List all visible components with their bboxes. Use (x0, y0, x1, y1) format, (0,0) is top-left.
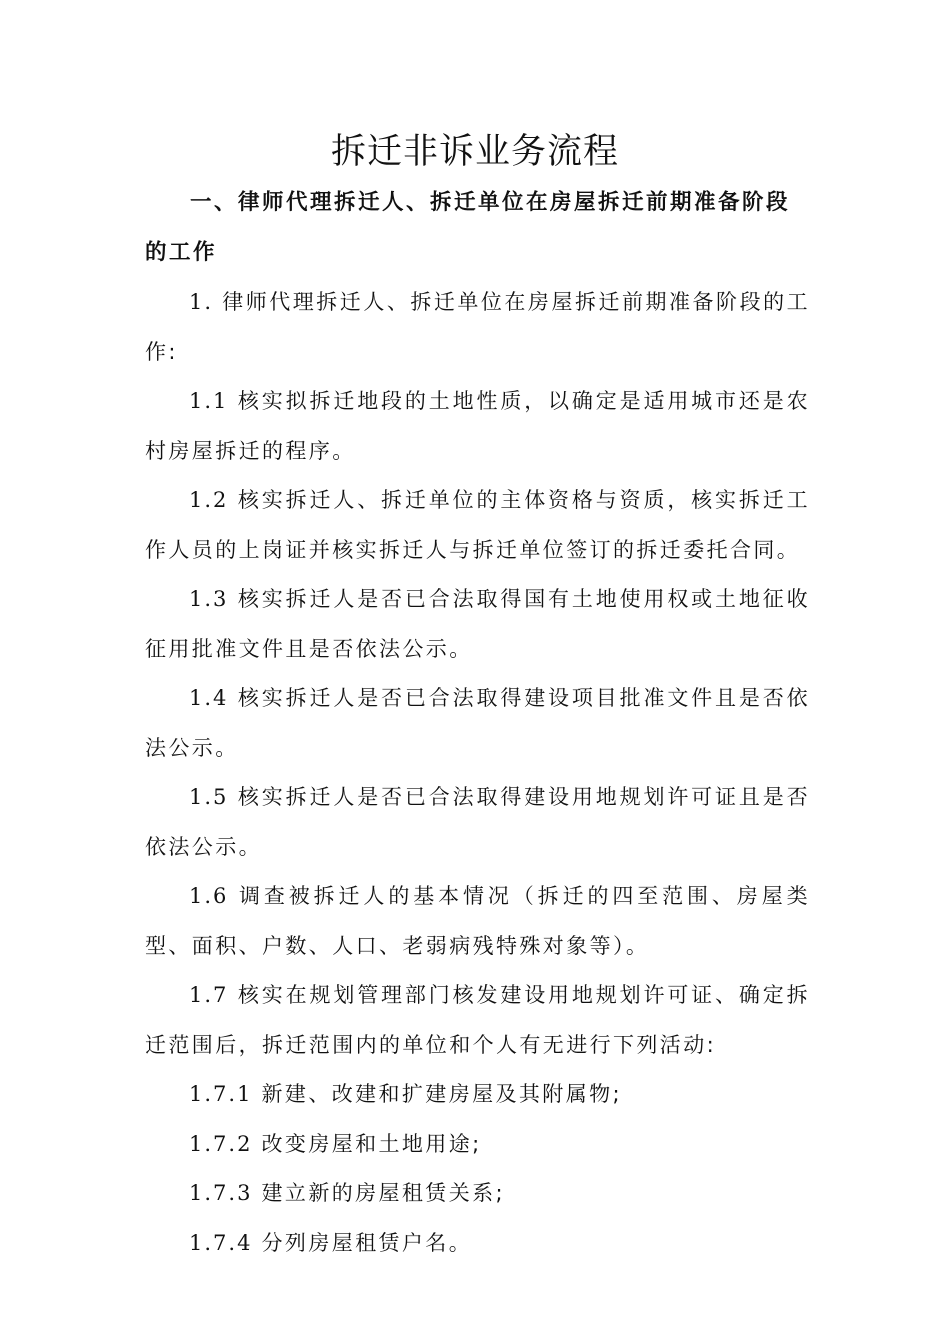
clause-number: 1.3 (189, 587, 229, 611)
paragraph-text: 建立新的房屋租赁关系; (252, 1181, 505, 1205)
paragraph (145, 575, 810, 674)
paragraph-text: 核实拆迁人是否已合法取得国有土地使用权或土地征收征用批准文件且是否依法公示。 (145, 587, 810, 661)
clause-number: 1.5 (189, 785, 229, 809)
paragraph-text: 律师代理拆迁人、拆迁单位在房屋拆迁前期准备阶段的工作: (145, 290, 810, 364)
clause-number: 1.4 (189, 686, 229, 710)
paragraph-text: 核实拟拆迁地段的土地性质，以确定是适用城市还是农村房屋拆迁的程序。 (145, 389, 810, 463)
paragraph-text: 改变房屋和土地用途; (252, 1131, 482, 1156)
paragraph (145, 872, 810, 971)
clause-number: 1.7 (189, 983, 229, 1007)
paragraph-text: 分列房屋租赁户名。 (252, 1230, 473, 1255)
paragraph-text: 核实在规划管理部门核发建设用地规划许可证、确定拆迁范围后，拆迁范围内的单位和个人有无进行下列活动: (145, 983, 810, 1057)
paragraph (145, 1219, 810, 1269)
clause-number: 1.7.1 (189, 1082, 253, 1106)
clause-number: 1.6 (189, 884, 229, 908)
paragraph (145, 971, 810, 1070)
paragraph-text: 核实拆迁人是否已合法取得建设用地规划许可证且是否依法公示。 (145, 785, 810, 859)
clause-number: 1. (189, 290, 214, 314)
paragraph (145, 1120, 810, 1170)
document-body (145, 278, 810, 1268)
paragraph (145, 1169, 810, 1219)
paragraph (145, 674, 810, 773)
document-title: 拆迁非诉业务流程 (330, 132, 619, 172)
paragraph-text: 核实拆迁人、拆迁单位的主体资格与资质，核实拆迁工作人员的上岗证并核实拆迁人与拆迁单位签订的拆迁委托合同。 (145, 488, 810, 562)
section-heading: 一、律师代理拆迁人、拆迁单位在房屋拆迁前期准备阶段的工作 (145, 190, 791, 265)
paragraph-text: 调查被拆迁人的基本情况（拆迁的四至范围、房屋类型、面积、户数、人口、老弱病残特殊对象等）。 (145, 884, 810, 958)
clause-number: 1.7.3 (189, 1181, 253, 1205)
paragraph (145, 476, 810, 575)
paragraph (145, 278, 810, 377)
clause-number: 1.1 (189, 389, 229, 413)
clause-number: 1.2 (189, 488, 229, 512)
paragraph (145, 773, 810, 872)
paragraph (145, 377, 810, 476)
paragraph (145, 1070, 810, 1120)
clause-number: 1.7.2 (189, 1131, 253, 1156)
paragraph-text: 核实拆迁人是否已合法取得建设项目批准文件且是否依法公示。 (145, 686, 810, 760)
paragraph-text: 新建、改建和扩建房屋及其附属物; (252, 1082, 622, 1106)
clause-number: 1.7.4 (189, 1230, 253, 1255)
